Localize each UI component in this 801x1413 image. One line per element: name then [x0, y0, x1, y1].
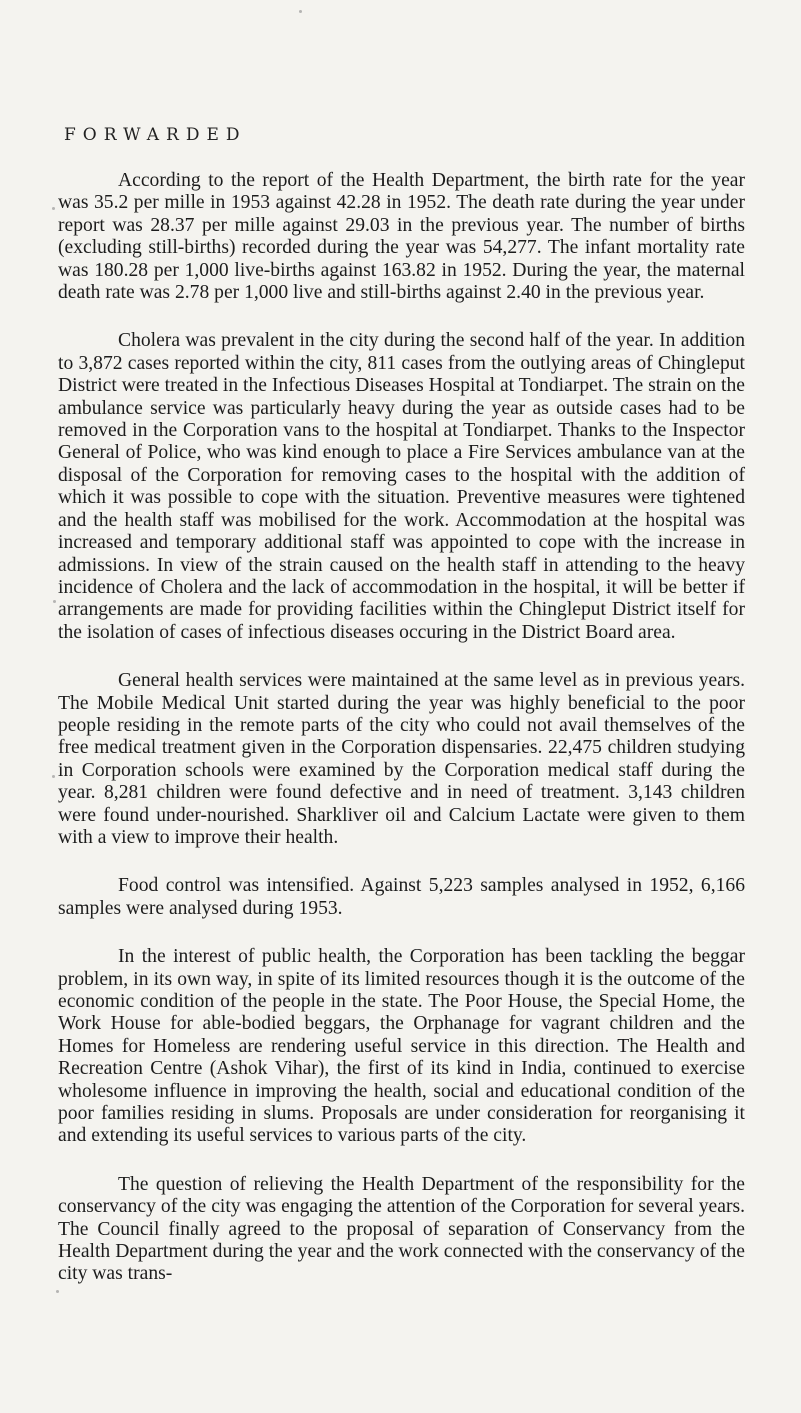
paragraph-cholera: Cholera was prevalent in the city during the second half of the year. In addition to 3,872 cases reported within the city, 811 cases from the outlying areas of Chingleput District were treated in the Infectious Diseases Hospital at Tondiarpet. The strain on the ambulance service was particularly heavy during the year as outside cases had to be removed in the Corporation vans to the hospital at Tondiarpet. Thanks to the Inspector General of Police, who was kind enough to place a Fire Services ambulance van at the disposal of the Corporation for removing cases to the hospital with the addition of which it was possible to cope with the situation. Preventive measures were tightened and the health staff was mobilised for the work. Accommodation at the hospital was increased and temporary additional staff was appointed to cope with the increase in admissions. In view of the strain caused on the health staff in attending to the heavy incidence of Cholera and the lack of accommodation in the hospital, it will be better if arrangements are made for providing facilities within the Chingleput District itself for the isolation of cases of infectious diseases occuring in the District Board area.	[58, 330, 745, 643]
body-text	[58, 170, 745, 1286]
paragraph-vital-statistics: According to the report of the Health Department, the birth rate for the year was 35.2 per mille in 1953 against 42.28 in 1952. The death rate during the year under report was 28.37 per mille against 29.03 in the previous year. The number of births (excluding still-births) recorded during the year was 54,277. The infant mortality rate was 180.28 per 1,000 live-births against 163.82 in 1952. During the year, the maternal death rate was 2.78 per 1,000 live and still-births against 2.40 in the previous year.	[58, 170, 745, 304]
page-heading: FORWARDED	[64, 125, 247, 145]
paper-speck	[52, 775, 55, 778]
paper-speck	[56, 1290, 59, 1293]
paper-speck	[52, 207, 55, 210]
paragraph-conservancy: The question of relieving the Health Department of the responsibility for the conservancy of the city was engaging the attention of the Corporation for several years. The Council finally agreed to the proposal of separation of Conservancy from the Health Department during the year and the work connected with the conservancy of the city was trans-	[58, 1173, 745, 1285]
paragraph-beggar-problem: In the interest of public health, the Corporation has been tackling the beggar problem, in its own way, in spite of its limited resources though it is the outcome of the economic condition of the people in the state. The Poor House, the Special Home, the Work House for able-bodied beggars, the Orphanage for vagrant children and the Homes for Homeless are rendering useful service in this direction. The Health and Recreation Centre (Ashok Vihar), the first of its kind in India, continued to exercise wholesome influence in improving the health, social and educational condition of the poor families residing in slums. Proposals are under consideration for reorganising it and extending its useful services to various parts of the city.	[58, 946, 745, 1147]
paper-speck	[299, 10, 302, 13]
paragraph-food-control: Food control was intensified. Against 5,223 samples analysed in 1952, 6,166 samples were analysed during 1953.	[58, 875, 745, 919]
paper-speck	[53, 600, 56, 603]
paragraph-general-health: General health services were maintained at the same level as in previous years. The Mobile Medical Unit started during the year was highly beneficial to the poor people residing in the remote parts of the city who could not avail themselves of the free medical treatment given in the Corporation dispensaries. 22,475 children studying in Corporation schools were examined by the Corporation medical staff during the year. 8,281 children were found defective and in need of treatment. 3,143 children were found under-nourished. Sharkliver oil and Calcium Lactate were given to them with a view to improve their health.	[58, 670, 745, 848]
